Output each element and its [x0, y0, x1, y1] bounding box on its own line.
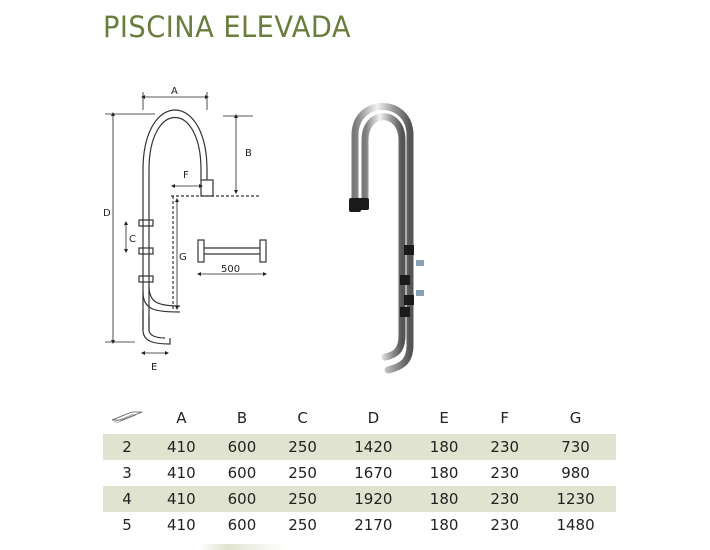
- table-cell: 180: [414, 486, 475, 512]
- table-cell: 2170: [354, 516, 393, 534]
- dim-label-a: A: [171, 86, 178, 97]
- dim-label-c: C: [129, 234, 136, 245]
- table-header-row: [103, 402, 616, 434]
- table-cell: 410: [167, 464, 196, 482]
- table-cell: 5: [122, 516, 132, 534]
- table-cell: 180: [429, 516, 459, 534]
- table-cell: 1920: [333, 486, 414, 512]
- table-cell: 250: [272, 434, 333, 460]
- table-row: [103, 434, 616, 460]
- table-cell: 180: [429, 464, 459, 482]
- table-cell: 4: [103, 486, 151, 512]
- table-cell: 3: [122, 464, 132, 482]
- table-cell: 250: [288, 516, 317, 534]
- table-cell: 180: [414, 434, 475, 460]
- dimensions-table: [103, 402, 616, 538]
- column-header: F: [500, 409, 510, 427]
- table-cell: 1420: [333, 434, 414, 460]
- table-cell: 600: [227, 516, 257, 534]
- bottom-divider: [0, 544, 710, 550]
- table-cell: 600: [212, 486, 273, 512]
- column-header: D: [367, 409, 380, 427]
- table-cell: 230: [490, 464, 520, 482]
- table-cell: 1480: [556, 516, 595, 534]
- table-cell: 410: [151, 486, 212, 512]
- ladder-product-image: [330, 95, 440, 375]
- table-cell: 230: [474, 434, 535, 460]
- dim-label-e: E: [151, 362, 158, 373]
- dim-label-b: B: [245, 148, 252, 159]
- dim-label-d: D: [103, 208, 111, 219]
- table-row: [103, 486, 616, 512]
- table-cell: 600: [227, 464, 257, 482]
- table-cell: 730: [535, 434, 616, 460]
- column-header: B: [236, 409, 248, 427]
- table-cell: 410: [151, 434, 212, 460]
- table-row: [103, 460, 616, 486]
- dim-label-g: G: [179, 252, 187, 263]
- table-cell: 2: [103, 434, 151, 460]
- dim-label-f: F: [183, 170, 189, 181]
- column-header: E: [439, 409, 449, 427]
- table-cell: 230: [490, 516, 520, 534]
- table-cell: 250: [288, 464, 317, 482]
- column-header: C: [297, 409, 308, 427]
- table-cell: 250: [272, 486, 333, 512]
- column-header: A: [176, 409, 187, 427]
- table-cell: 600: [212, 434, 273, 460]
- handrail-inner: [149, 118, 201, 331]
- steps-icon: [103, 402, 151, 434]
- ladder-dimension-diagram: [95, 80, 295, 380]
- table-cell: 1670: [354, 464, 393, 482]
- column-header: G: [569, 409, 582, 427]
- page-title: PISCINA ELEVADA: [103, 10, 351, 44]
- table-cell: 410: [167, 516, 196, 534]
- table-cell: 980: [561, 464, 590, 482]
- table-cell: 230: [474, 486, 535, 512]
- dim-label-step-width: 500: [221, 264, 241, 275]
- table-cell: 1230: [535, 486, 616, 512]
- table-row: [103, 512, 616, 538]
